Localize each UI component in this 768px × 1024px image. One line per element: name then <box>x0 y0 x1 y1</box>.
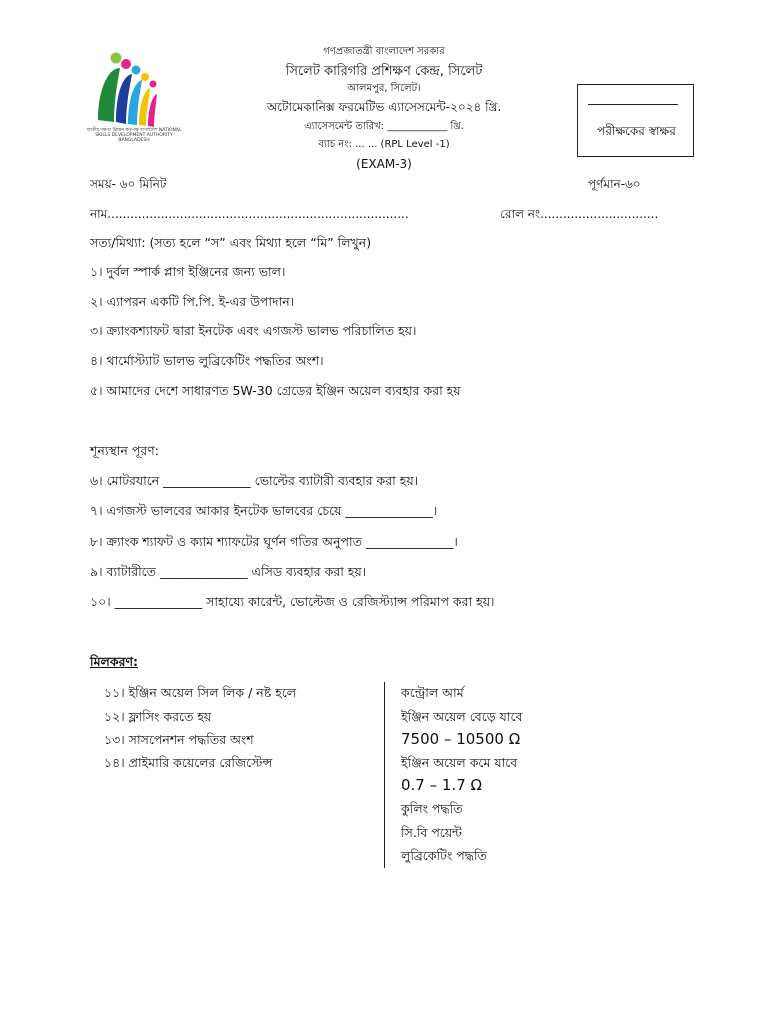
question-item: ৬। মোটরযানে ______________ ভোল্টের ব্যাটারী ব্যবহার করা হয়। <box>90 473 419 488</box>
matching-right-item: সি.বি পয়েন্ট <box>401 825 463 840</box>
question-item: ১০। ______________ সাহায্যে কারেন্ট, ভোল্টেজ ও রেজিস্ট্যান্স পরিমাপ করা হয়। <box>90 594 495 609</box>
matching-right-item: কন্ট্রোল আর্ম <box>401 685 464 700</box>
question-item: ৪। থার্মোস্ট্যাট ভালভ লুব্রিকেটিং পদ্ধতির অংশ। <box>90 353 324 368</box>
true-false-heading: সত্য/মিথ্যা: (সত্য হলে “স” এবং মিথ্যা হলে “মি” লিখুন) <box>90 235 372 250</box>
matching-left-item: ১১। ইঞ্জিন অয়েল সিল লিক / নষ্ট হলে <box>104 685 297 700</box>
signature-label: পরীক্ষকের স্বাক্ষর <box>597 124 676 138</box>
question-item: ৮। ক্র্যাংক শ্যাফট ও ক্যাম শ্যাফটের ঘূর্ণন গতির অনুপাত ______________। <box>90 534 458 549</box>
question-item: ৯। ব্যাটারীতে ______________ এসিড ব্যবহার করা হয়। <box>90 564 367 579</box>
examiner-signature-box <box>577 84 694 157</box>
matching-heading: মিলকরণ: <box>90 654 139 669</box>
question-item: ৭। এগজস্ট ভালবের আকার ইনটেক ভালবের চেয়ে ______________। <box>90 503 438 518</box>
question-item: ২। এ্যাপরন একটি পি.পি. ই-এর উপাদান। <box>90 294 295 309</box>
assessment-date: এ্যাসেসমেন্ট তারিখ: ____________ খ্রি. <box>304 121 464 132</box>
nsda-logo-graphic <box>88 50 178 130</box>
matching-right-item: 7500 – 10500 Ω <box>401 730 521 748</box>
exam-label: (EXAM-3) <box>356 157 412 171</box>
roll-field: রোল নং............................... <box>500 207 659 221</box>
time-limit: সময়- ৬০ মিনিট <box>90 177 167 191</box>
matching-left-item: ১৪। প্রাইমারি কয়েলের রেজিস্টেন্স <box>104 755 273 770</box>
gov-name: গণপ্রজাতন্ত্রী বাংলাদেশ সরকার <box>323 46 445 57</box>
matching-right-item: ইঞ্জিন অয়েল বেড়ে যাবে <box>401 709 523 724</box>
center-name: সিলেট কারিগরি প্রশিক্ষণ কেন্দ্র, সিলেট <box>285 64 483 79</box>
name-field: নাম............................................................................... <box>90 207 409 221</box>
question-item: ৫। আমাদের দেশে সাধারণত 5W-30 গ্রেডের ইঞ্জিন অয়েল ব্যবহার করা হয় <box>90 383 461 398</box>
center-address: আলমপুর, সিলেট। <box>347 83 421 94</box>
fill-blanks-heading: শূন্যস্থান পূরণ: <box>90 443 159 458</box>
matching-right-item: লুব্রিকেটিং পদ্ধতি <box>401 848 487 863</box>
matching-left-item: ১২। ফ্লাসিং করতে হয় <box>104 709 212 724</box>
logo-caption: জাতীয় দক্ষতা উন্নয়ন কর্তৃপক্ষ বাংলাদেশ NATIONAL SKILLS DEVELOPMENT AUTHORITY BANGLADESH <box>86 128 182 143</box>
matching-right-item: 0.7 – 1.7 Ω <box>401 776 482 794</box>
matching-divider <box>384 682 385 868</box>
question-item: ৩। ক্র্যাংকশ্যাফট দ্বারা ইনটেক এবং এগজস্ট ভালভ পরিচালিত হয়। <box>90 323 417 338</box>
matching-right-item: ইঞ্জিন অয়েল কমে যাবে <box>401 755 518 770</box>
signature-line <box>588 104 678 105</box>
question-item: ১। দুর্বল স্পার্ক প্লাগ ইঞ্জিনের জন্য ভাল। <box>90 264 286 279</box>
batch-info: ব্যাচ নং: ... ... (RPL Level -1) <box>318 139 450 150</box>
full-marks: পূর্ণমান-৬০ <box>588 177 641 191</box>
matching-right-item: কুলিং পদ্ধতি <box>401 801 463 816</box>
matching-left-item: ১৩। সাসপেনশন পদ্ধতির অংশ <box>104 732 254 747</box>
assessment-title: অটোমেকানিক্স ফরমেটিভ এ্যাসেসমেন্ট-২০২৪ খ্রি. <box>266 100 502 114</box>
